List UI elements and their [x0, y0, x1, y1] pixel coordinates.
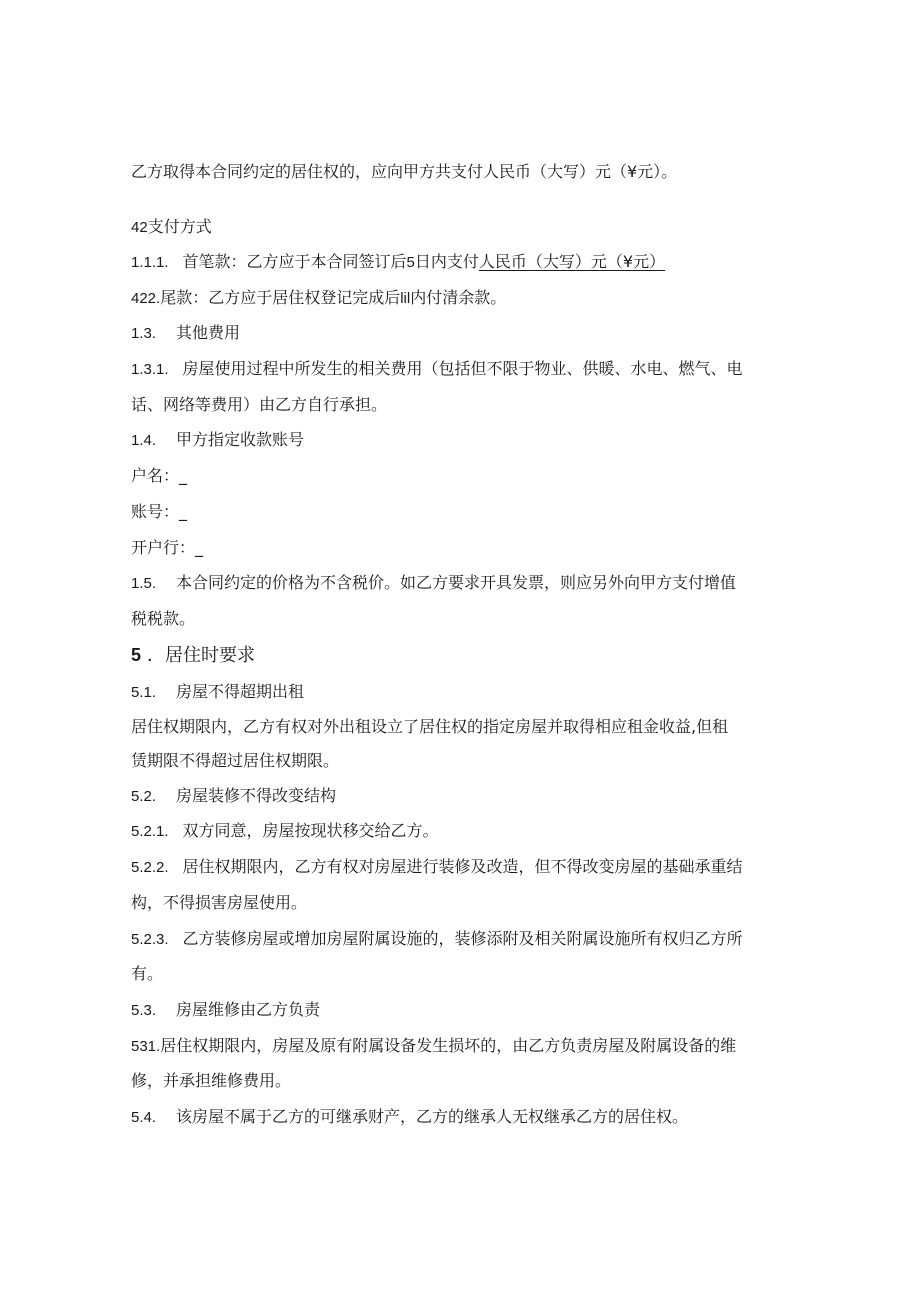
underlined-amount: 人民币（大写）元（¥元） [478, 252, 666, 271]
section-5-3-heading: 5.3. 房屋维修由乙方负责 [131, 1000, 321, 1019]
section-5-heading: 5 ．居住时要求 [131, 645, 256, 666]
clause-5-2-2-line-2: 构，不得损害房屋使用。 [131, 893, 308, 912]
section-1-4-heading: 1.4. 甲方指定收款账号 [131, 430, 305, 449]
clause-5-4: 5.4. 该房屋不属于乙方的可继承财产，乙方的继承人无权继承乙方的居住权。 [131, 1107, 689, 1126]
account-name-row: 户名：_ [131, 466, 188, 485]
section-5-1-heading: 5.1. 房屋不得超期出租 [131, 682, 305, 701]
account-number-row: 账号：_ [131, 502, 188, 521]
section-4-2-heading: 42支付方式 [131, 217, 212, 236]
clause-1-1-1: 1.1.1. 首笔款：乙方应于本合同签订后5日内支付人民币（大写）元（¥元） [131, 252, 666, 271]
clause-1-5-line-2: 税税款。 [131, 609, 196, 628]
clause-5-2-3-line-1: 5.2.3. 乙方装修房屋或增加房屋附属设施的，装修添附及相关附属设施所有权归乙方所 [131, 929, 743, 948]
account-bank-row: 开户行：_ [131, 538, 204, 557]
clause-5-2-2-line-1: 5.2.2. 居住权期限内，乙方有权对房屋进行装修及改造，但不得改变房屋的基础承重结 [131, 857, 743, 876]
clause-5-3-1-line-2: 修，并承担维修费用。 [131, 1071, 292, 1090]
clause-5-2-1: 5.2.1. 双方同意，房屋按现状移交给乙方。 [131, 821, 439, 840]
clause-1-3-1-line-2: 话、网络等费用）由乙方自行承担。 [131, 395, 388, 414]
section-1-3-heading: 1.3. 其他费用 [131, 323, 241, 342]
section-5-2-heading: 5.2. 房屋装修不得改变结构 [131, 786, 337, 805]
clause-5-2-3-line-2: 有。 [131, 964, 164, 983]
clause-1-3-1-line-1: 1.3.1. 房屋使用过程中所发生的相关费用（包括但不限于物业、供暖、水电、燃气、电 [131, 359, 743, 378]
payment-total-paragraph: 乙方取得本合同约定的居住权的，应向甲方共支付人民币（大写）元（¥元）。 [131, 162, 678, 181]
clause-1-5-line-1: 1.5. 本合同约定的价格为不含税价。如乙方要求开具发票，则应另外向甲方支付增值 [131, 573, 737, 592]
clause-5-3-1-line-1: 531.居住权期限内，房屋及原有附属设备发生损坏的，由乙方负责房屋及附属设备的维 [131, 1036, 737, 1055]
clause-4-2-2: 422.尾款：乙方应于居住权登记完成后lil内付清余款。 [131, 288, 507, 307]
clause-5-1-line-2: 赁期限不得超过居住权期限。 [131, 751, 340, 770]
clause-5-1-line-1: 居住权期限内，乙方有权对外出租设立了居住权的指定房屋并取得相应租金收益,但租 [131, 717, 729, 736]
